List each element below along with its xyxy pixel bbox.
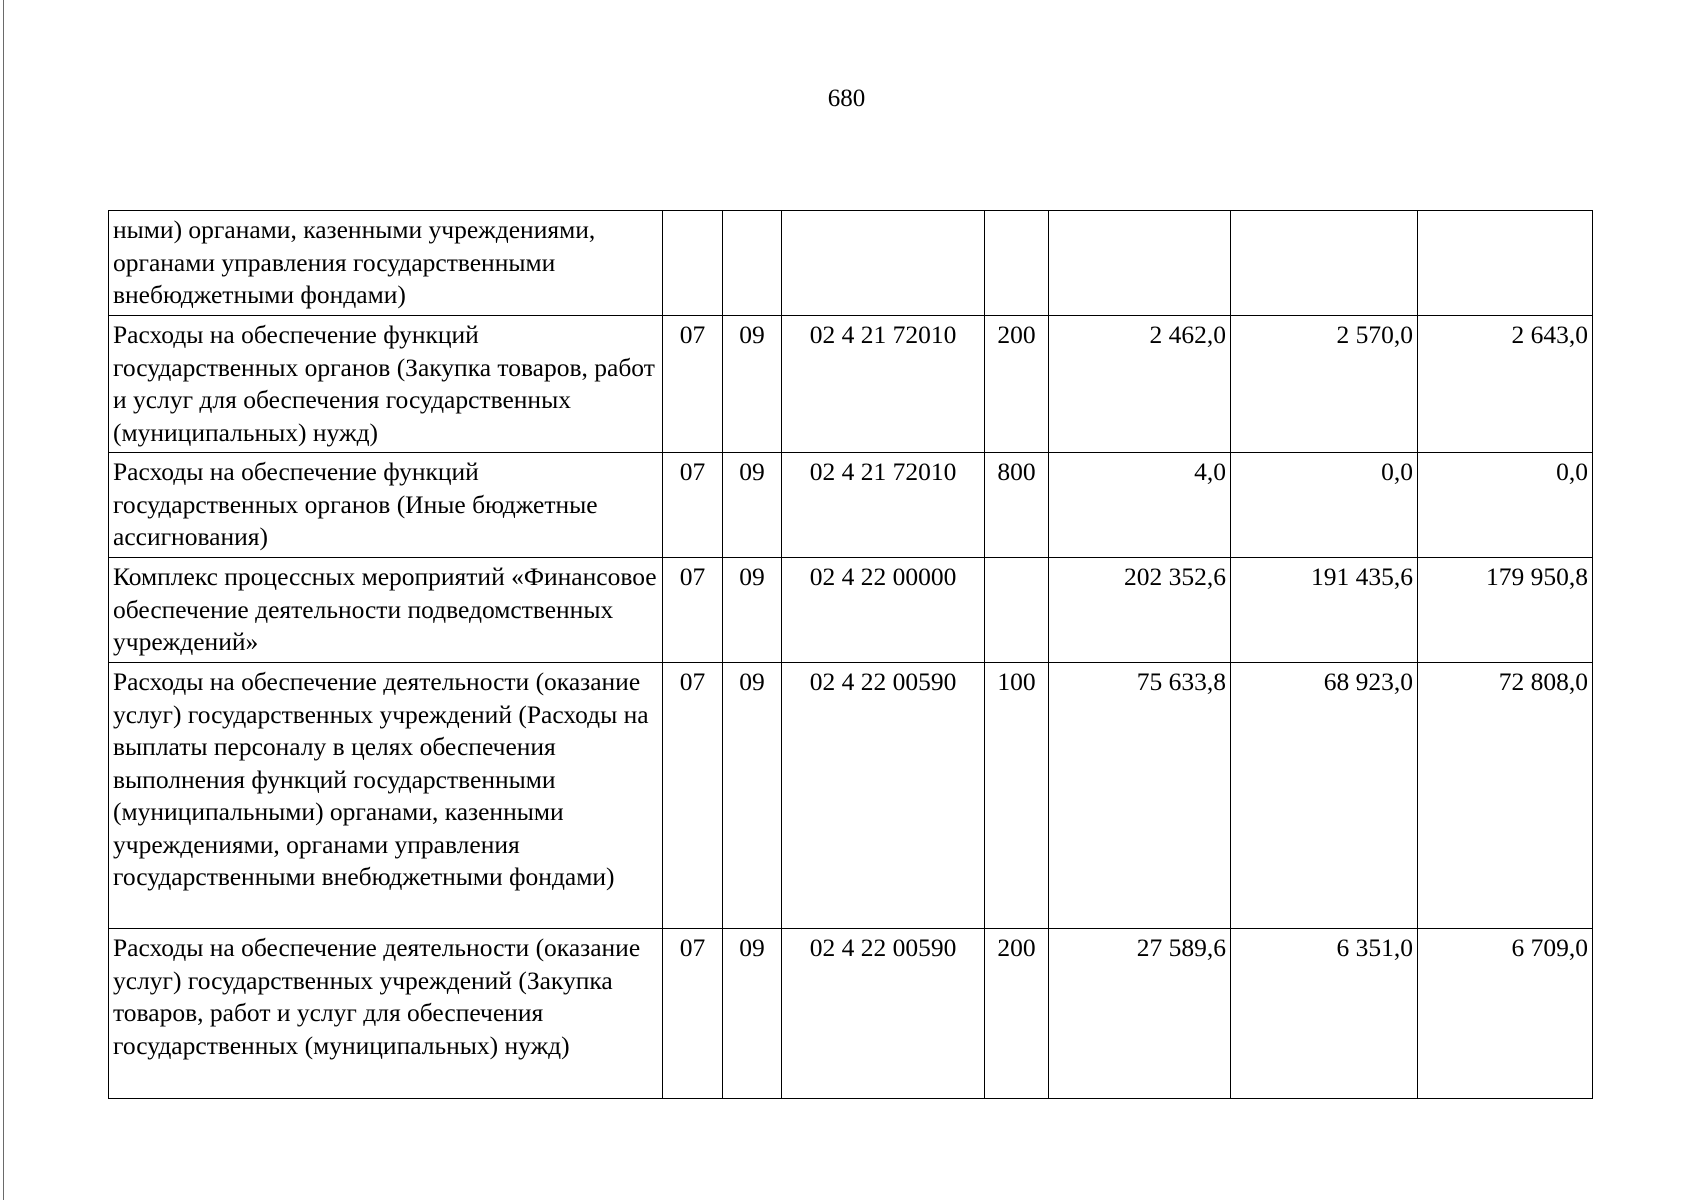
amount-cell-3: 72 808,0	[1418, 663, 1593, 929]
expense-type-cell: 200	[985, 316, 1049, 453]
amount-cell-3: 0,0	[1418, 453, 1593, 558]
amount-cell-1: 2 462,0	[1049, 316, 1231, 453]
amount-cell-1: 4,0	[1049, 453, 1231, 558]
subsection-code-cell: 09	[723, 558, 782, 663]
section-code-cell: 07	[663, 663, 723, 929]
amount-cell-2	[1231, 211, 1418, 316]
amount-cell-3: 6 709,0	[1418, 929, 1593, 1099]
amount-cell-2: 0,0	[1231, 453, 1418, 558]
amount-cell-3	[1418, 211, 1593, 316]
amount-cell-1: 75 633,8	[1049, 663, 1231, 929]
table-row	[109, 663, 1593, 929]
row-name-cell: Расходы на обеспечение функций государственных органов (Иные бюджетные ассигнования)	[109, 453, 663, 558]
subsection-code-cell: 09	[723, 663, 782, 929]
section-code-cell: 07	[663, 453, 723, 558]
target-article-cell: 02 4 22 00590	[782, 663, 985, 929]
expense-type-cell: 800	[985, 453, 1049, 558]
expense-type-cell	[985, 211, 1049, 316]
amount-cell-2: 68 923,0	[1231, 663, 1418, 929]
section-code-cell: 07	[663, 929, 723, 1099]
target-article-cell: 02 4 22 00590	[782, 929, 985, 1099]
amount-cell-2: 2 570,0	[1231, 316, 1418, 453]
budget-table	[108, 210, 1593, 1099]
table-row	[109, 453, 1593, 558]
amount-cell-1	[1049, 211, 1231, 316]
target-article-cell	[782, 211, 985, 316]
table-row	[109, 929, 1593, 1099]
amount-cell-1: 202 352,6	[1049, 558, 1231, 663]
target-article-cell: 02 4 21 72010	[782, 316, 985, 453]
subsection-code-cell: 09	[723, 453, 782, 558]
section-code-cell	[663, 211, 723, 316]
expense-type-cell	[985, 558, 1049, 663]
expense-type-cell: 100	[985, 663, 1049, 929]
amount-cell-1: 27 589,6	[1049, 929, 1231, 1099]
amount-cell-2: 6 351,0	[1231, 929, 1418, 1099]
subsection-code-cell: 09	[723, 316, 782, 453]
table-row	[109, 316, 1593, 453]
section-code-cell: 07	[663, 558, 723, 663]
page-number: 680	[827, 85, 866, 112]
subsection-code-cell	[723, 211, 782, 316]
row-name-cell: ными) органами, казенными учреждениями, органами управления государственными внебюджетными фондами)	[109, 211, 663, 316]
subsection-code-cell: 09	[723, 929, 782, 1099]
scan-edge-line	[3, 0, 4, 1200]
row-name-cell: Расходы на обеспечение функций государственных органов (Закупка товаров, работ и услуг для обеспечения государственных (муниципальных) нужд)	[109, 316, 663, 453]
table-row	[109, 211, 1593, 316]
amount-cell-3: 179 950,8	[1418, 558, 1593, 663]
table-row	[109, 558, 1593, 663]
target-article-cell: 02 4 22 00000	[782, 558, 985, 663]
row-name-cell: Комплекс процессных мероприятий «Финансовое обеспечение деятельности подведомственных учреждений»	[109, 558, 663, 663]
amount-cell-3: 2 643,0	[1418, 316, 1593, 453]
row-name-cell: Расходы на обеспечение деятельности (оказание услуг) государственных учреждений (Закупка товаров, работ и услуг для обеспечения государственных (муниципальных) нужд)	[109, 929, 663, 1099]
expense-type-cell: 200	[985, 929, 1049, 1099]
amount-cell-2: 191 435,6	[1231, 558, 1418, 663]
row-name-cell: Расходы на обеспечение деятельности (оказание услуг) государственных учреждений (Расходы на выплаты персоналу в целях обеспечения выполнения функций государственными (муниципальными) органами, казенными учреждениями, органами управления государственными внебюджетными фондами)	[109, 663, 663, 929]
section-code-cell: 07	[663, 316, 723, 453]
target-article-cell: 02 4 21 72010	[782, 453, 985, 558]
